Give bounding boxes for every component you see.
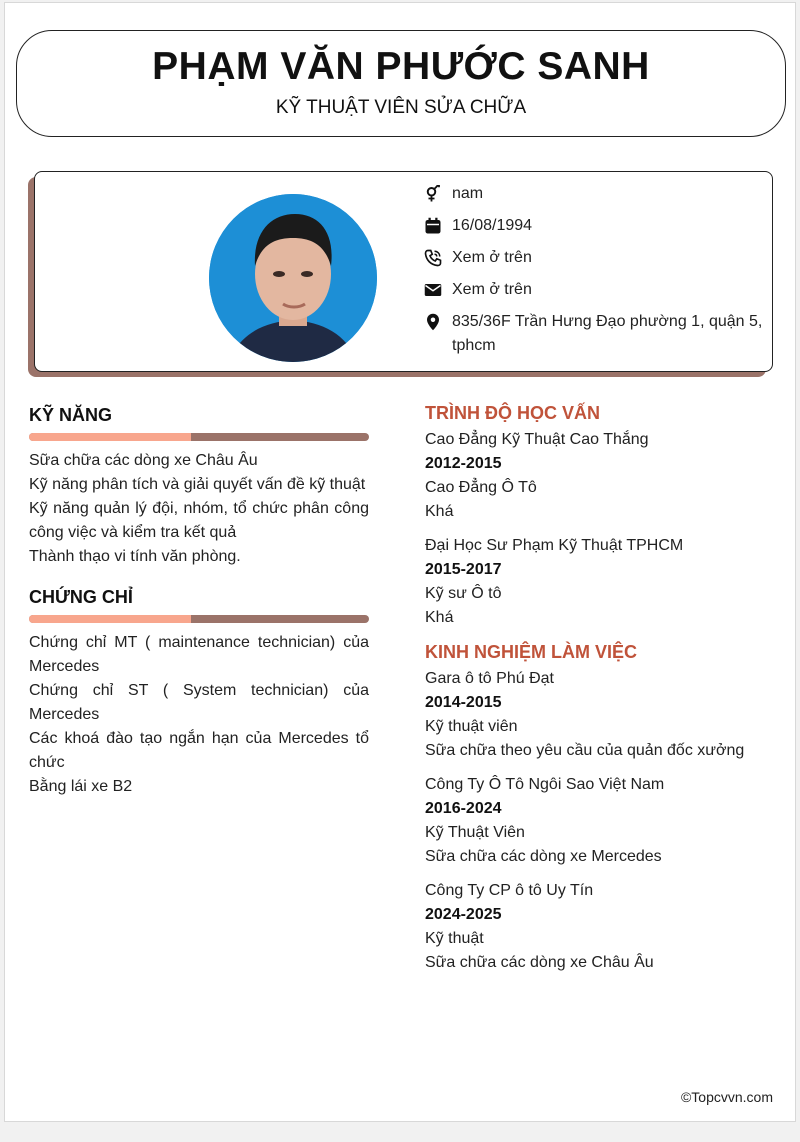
right-column bbox=[425, 401, 785, 985]
certificates-heading: CHỨNG CHỈ bbox=[29, 587, 133, 607]
experience-role: Kỹ Thuật Viên bbox=[425, 824, 525, 841]
experience-entry bbox=[425, 773, 785, 869]
skill-item: Thành thạo vi tính văn phòng. bbox=[29, 548, 241, 565]
experience-company: Công Ty CP ô tô Uy Tín bbox=[425, 882, 594, 899]
phone-icon bbox=[424, 246, 452, 270]
experience-company: Công Ty Ô Tô Ngôi Sao Việt Nam bbox=[425, 776, 665, 793]
experience-company: Gara ô tô Phú Đạt bbox=[425, 670, 554, 687]
footer-credit: ©Topcvvn.com bbox=[680, 1089, 773, 1105]
contact-gender bbox=[424, 182, 764, 206]
certificates-list bbox=[29, 631, 369, 799]
education-heading: TRÌNH ĐỘ HỌC VẤN bbox=[425, 403, 600, 423]
email-text: Xem ở trên bbox=[452, 281, 532, 298]
certificate-item: Các khoá đào tạo ngắn hạn của Mercedes tổ chức bbox=[29, 730, 369, 771]
experience-entry bbox=[425, 879, 785, 975]
experience-desc: Sữa chữa các dòng xe Châu Âu bbox=[425, 954, 654, 971]
experience-desc: Sữa chữa các dòng xe Mercedes bbox=[425, 848, 662, 865]
avatar bbox=[209, 194, 377, 362]
skill-item: Kỹ năng phân tích và giải quyết vấn đề kỹ thuật bbox=[29, 476, 366, 493]
experience-years: 2014-2015 bbox=[425, 694, 502, 711]
dob-text: 16/08/1994 bbox=[452, 217, 533, 234]
experience-desc: Sữa chữa theo yêu cầu của quản đốc xưởng bbox=[425, 742, 745, 759]
mail-icon bbox=[424, 278, 452, 302]
avatar-photo bbox=[209, 194, 377, 362]
location-icon bbox=[424, 310, 452, 334]
experience-years: 2016-2024 bbox=[425, 800, 502, 817]
contact-list bbox=[424, 182, 764, 366]
phone-text: Xem ở trên bbox=[452, 249, 532, 266]
cv-page bbox=[4, 2, 796, 1122]
skills-list bbox=[29, 449, 369, 569]
contact-phone bbox=[424, 246, 764, 270]
certificates-divider-bar bbox=[29, 615, 369, 623]
education-entry bbox=[425, 534, 785, 630]
skills-divider-bar bbox=[29, 433, 369, 441]
experience-heading: KINH NGHIỆM LÀM VIỆC bbox=[425, 642, 638, 662]
experience-years: 2024-2025 bbox=[425, 906, 502, 923]
education-entry bbox=[425, 428, 785, 524]
left-column bbox=[29, 403, 369, 799]
education-grade: Khá bbox=[425, 609, 454, 626]
skills-heading: KỸ NĂNG bbox=[29, 405, 113, 425]
job-title: KỸ THUẬT VIÊN SỬA CHỮA bbox=[275, 97, 527, 118]
address-text: 835/36F Trần Hưng Đạo phường 1, quận 5, tphcm bbox=[452, 313, 763, 354]
education-major: Cao Đẳng Ô Tô bbox=[425, 479, 537, 496]
contact-address bbox=[424, 310, 764, 358]
skill-item: Sữa chữa các dòng xe Châu Âu bbox=[29, 452, 258, 469]
skill-item: Kỹ năng quản lý đội, nhóm, tổ chức phân công công việc và kiểm tra kết quả bbox=[29, 500, 369, 541]
education-grade: Khá bbox=[425, 503, 454, 520]
candidate-name: PHẠM VĂN PHƯỚC SANH bbox=[152, 45, 650, 88]
education-school: Cao Đẳng Kỹ Thuật Cao Thắng bbox=[425, 431, 649, 448]
gender-text: nam bbox=[452, 185, 484, 202]
gender-icon bbox=[424, 182, 452, 206]
certificate-item: Chứng chỉ MT ( maintenance technician) của Mercedes bbox=[29, 634, 369, 675]
info-card bbox=[34, 171, 773, 372]
header-box bbox=[16, 30, 786, 137]
education-school: Đại Học Sư Phạm Kỹ Thuật TPHCM bbox=[425, 537, 684, 554]
experience-role: Kỹ thuật bbox=[425, 930, 484, 947]
certificate-item: Chứng chỉ ST ( System technician) của Mercedes bbox=[29, 682, 369, 723]
education-major: Kỹ sư Ô tô bbox=[425, 585, 502, 602]
education-years: 2012-2015 bbox=[425, 455, 502, 472]
contact-email bbox=[424, 278, 764, 302]
experience-role: Kỹ thuật viên bbox=[425, 718, 518, 735]
experience-entry bbox=[425, 667, 785, 763]
certificate-item: Bằng lái xe B2 bbox=[29, 778, 133, 795]
calendar-icon bbox=[424, 214, 452, 238]
education-years: 2015-2017 bbox=[425, 561, 502, 578]
contact-dob bbox=[424, 214, 764, 238]
